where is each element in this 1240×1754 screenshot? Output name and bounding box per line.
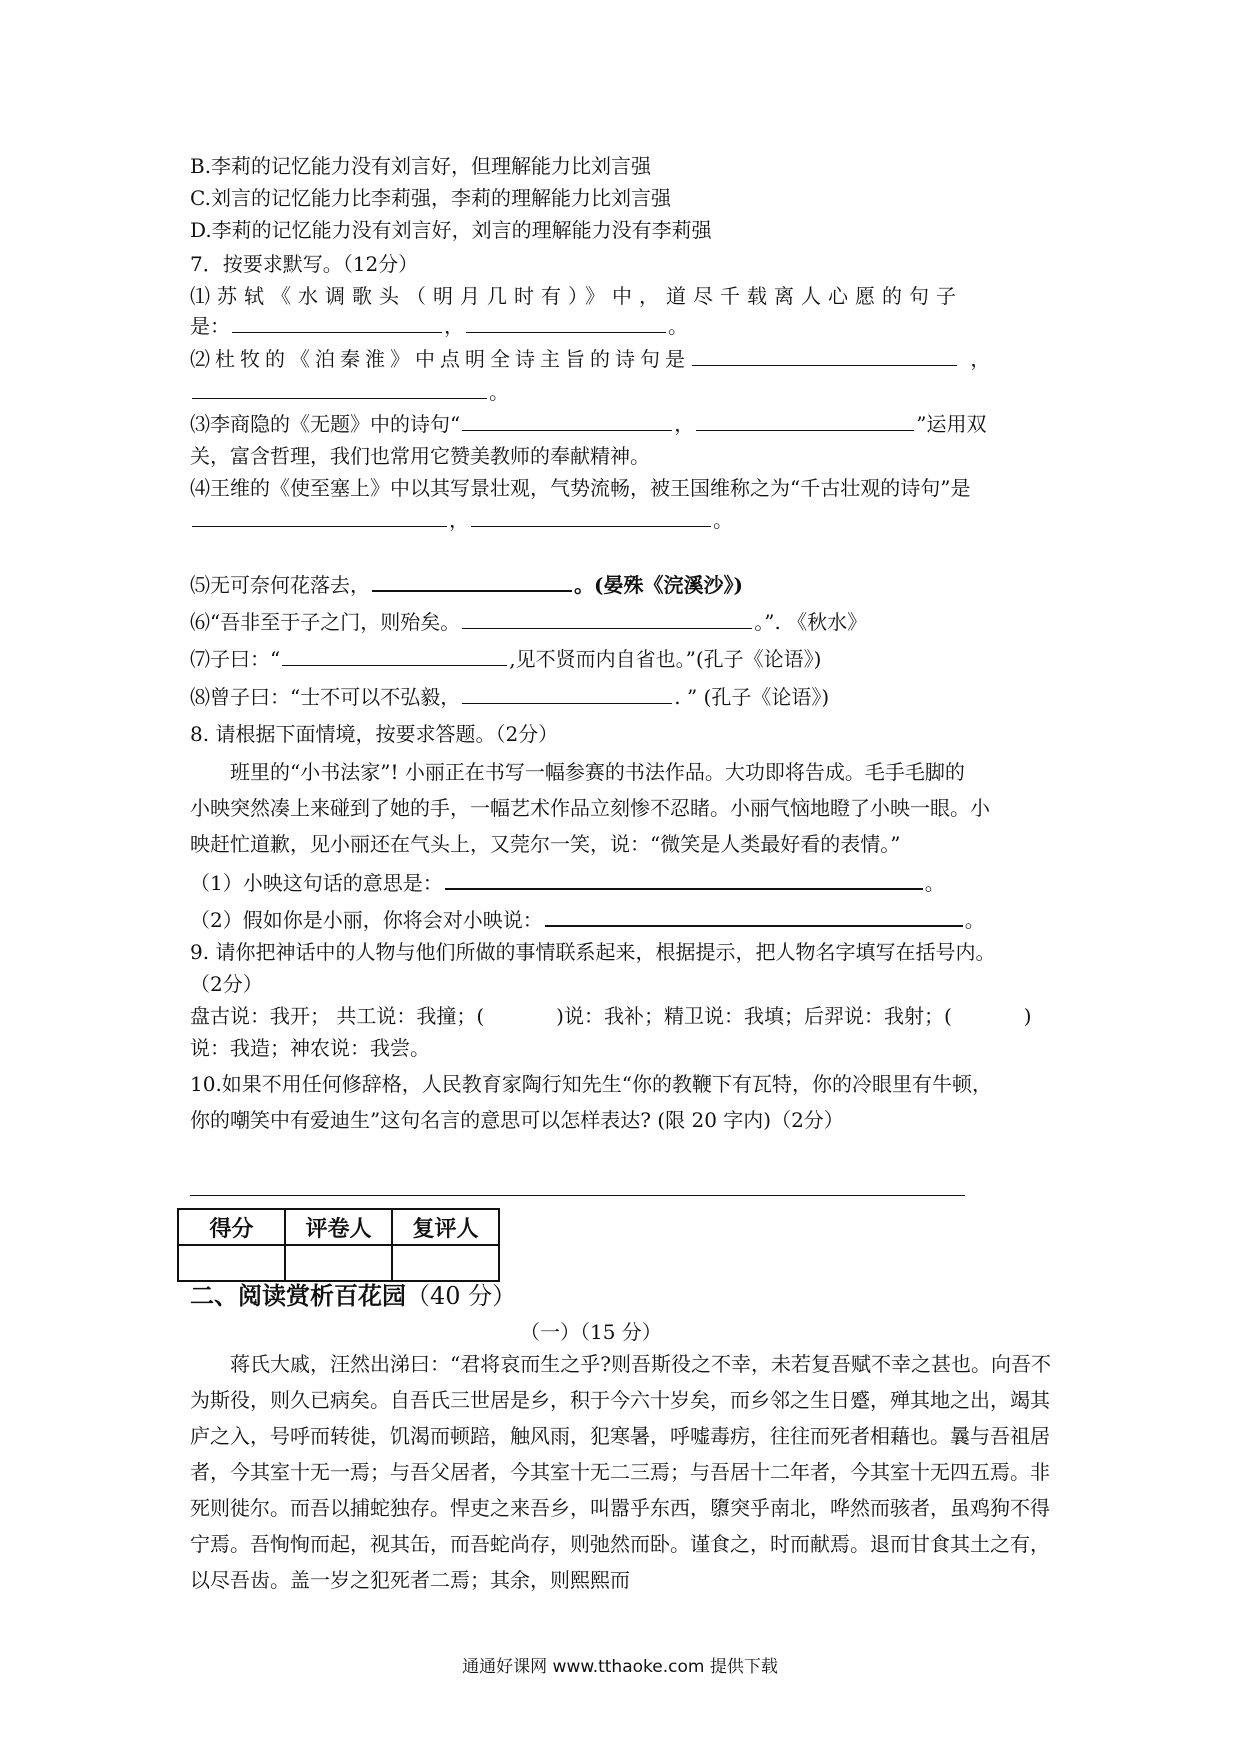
reviewer-cell[interactable] bbox=[392, 1245, 499, 1281]
q10-line2: 你的嘲笑中有爱迪生”这句名言的意思可以怎样表达? (限 20 字内)（2分） bbox=[190, 1108, 844, 1132]
option-b: B.李莉的记忆能力没有刘言好，但理解能力比刘言强 bbox=[190, 154, 652, 178]
q7-item2-line1: ⑵杜牧的《泊秦淮》中点明全诗主旨的诗句是 ， bbox=[190, 347, 996, 371]
q7-item4-line1: ⑷王维的《使至塞上》中以其写景壮观，气势流畅，被王国维称之为“千古壮观的诗句”是 bbox=[190, 476, 971, 500]
q10-line1: 10.如果不用任何修辞格，人民教育家陶行知先生“你的教鞭下有瓦特，你的冷眼里有牛顿， bbox=[190, 1072, 993, 1096]
q7-item2-line2: 。 bbox=[190, 378, 509, 406]
answer-blank[interactable] bbox=[445, 868, 923, 890]
q7-item5: ⑸无可奈何花落去， 。(晏殊《浣溪沙》) bbox=[190, 570, 743, 599]
footer-text: 通通好课网 www.tthaoke.com 提供下载 bbox=[462, 1657, 778, 1677]
score-cell[interactable] bbox=[178, 1245, 285, 1281]
answer-blank[interactable] bbox=[192, 506, 447, 527]
q9-line1: 盘古说：我开； 共工说：我撞；( )说：我补；精卫说：我填；后羿说：我射；( ) bbox=[190, 1004, 1032, 1028]
subsection-title: （一）（15 分） bbox=[520, 1320, 662, 1344]
q9-score: （2分） bbox=[190, 972, 263, 996]
q7-item7: ⑺子曰：“ ,见不贤而内自省也。”(孔子《论语》) bbox=[190, 647, 822, 671]
q8-context-line2: 小映突然凑上来碰到了她的手，一幅艺术作品立刻惨不忍睹。小丽气恼地瞪了小映一眼。小 bbox=[190, 796, 990, 820]
answer-blank[interactable] bbox=[692, 345, 957, 366]
answer-blank[interactable] bbox=[462, 683, 672, 704]
q7-title: 7．按要求默写。（12分） bbox=[190, 252, 419, 276]
answer-blank[interactable] bbox=[545, 905, 963, 927]
q7-item4-line2: ， 。 bbox=[190, 506, 733, 534]
answer-blank[interactable] bbox=[282, 645, 507, 666]
answer-blank[interactable] bbox=[462, 410, 672, 431]
answer-blank[interactable] bbox=[696, 410, 914, 431]
answer-blank[interactable] bbox=[372, 570, 572, 592]
q8-context-line3: 映赶忙道歉，见小丽还在气头上，又莞尔一笑，说：“微笑是人类最好看的表情。” bbox=[190, 832, 901, 856]
answer-line[interactable] bbox=[190, 1195, 965, 1196]
q9-line2: 说：我造；神农说：我尝。 bbox=[190, 1036, 430, 1060]
grader-cell[interactable] bbox=[285, 1245, 392, 1281]
q9-title: 9. 请你把神话中的人物与他们所做的事情联系起来，根据提示，把人物名字填写在括号内。 bbox=[190, 940, 996, 964]
option-d: D.李莉的记忆能力没有刘言好，刘言的理解能力没有李莉强 bbox=[190, 218, 712, 242]
reviewer-header: 复评人 bbox=[392, 1209, 499, 1245]
q7-item1-line1: ⑴苏轼《水调歌头（明月几时有）》中，道尽千载离人心愿的句子 bbox=[190, 284, 963, 308]
q7-item8: ⑻曾子曰：“士不可以不弘毅， . ” (孔子《论语》) bbox=[190, 685, 830, 709]
q8-sub1: （1）小映这句话的意思是： 。 bbox=[190, 868, 945, 897]
section-title: 二、阅读赏析百花园（40 分） bbox=[190, 1281, 517, 1310]
score-table bbox=[177, 1208, 500, 1282]
q8-context-line1: 班里的“小书法家”! 小丽正在书写一幅参赛的书法作品。大功即将告成。毛手毛脚的 bbox=[230, 760, 965, 784]
q8-title: 8. 请根据下面情境，按要求答题。（2分） bbox=[190, 722, 559, 746]
grader-header: 评卷人 bbox=[285, 1209, 392, 1245]
q7-item1-line2: 是： ， 。 bbox=[190, 314, 688, 338]
reading-passage: 蒋氏大戚，汪然出涕曰：“君将哀而生之乎?则吾斯役之不幸，未若复吾赋不幸之甚也。向吾不为斯役，则久已病矣。自吾氏三世居是乡，积于今六十岁矣，而乡邻之生日蹙，殚其地之出，竭其庐之入，号呼而转徙，饥渴而顿踣，触风雨，犯寒暑，呼嘘毒疠，往往而死者相藉也。曩与吾祖居者，今其室十无一焉；与吾父居者，今其室十无二三焉；与吾居十二年者，今其室十无四五焉。非死则徙尔。而吾以捕蛇独存。悍吏之来吾乡，叫嚣乎东西，隳突乎南北，哗然而骇者，虽鸡狗不得宁焉。吾恂恂而起，视其缶，而吾蛇尚存，则弛然而卧。谨食之，时而献焉。退而甘食其土之有，以尽吾齿。盖一岁之犯死者二焉；其余，则熙熙而 bbox=[190, 1352, 1051, 1592]
q7-item3-line2: 关，富含哲理，我们也常用它赞美教师的奉献精神。 bbox=[190, 444, 650, 468]
q7-item6: ⑹“吾非至于子之门，则殆矣。 。”. 《秋水》 bbox=[190, 610, 868, 634]
score-header: 得分 bbox=[178, 1209, 285, 1245]
answer-blank[interactable] bbox=[462, 608, 752, 629]
option-c: C.刘言的记忆能力比李莉强，李莉的理解能力比刘言强 bbox=[190, 186, 671, 210]
q7-item3-line1: ⑶李商隐的《无题》中的诗句“ ， ”运用双 bbox=[190, 412, 987, 436]
answer-blank[interactable] bbox=[466, 312, 666, 333]
answer-blank[interactable] bbox=[471, 506, 711, 527]
q8-sub2: （2）假如你是小丽，你将会对小映说： 。 bbox=[190, 905, 985, 934]
answer-blank[interactable] bbox=[192, 378, 487, 399]
answer-blank[interactable] bbox=[232, 312, 442, 333]
